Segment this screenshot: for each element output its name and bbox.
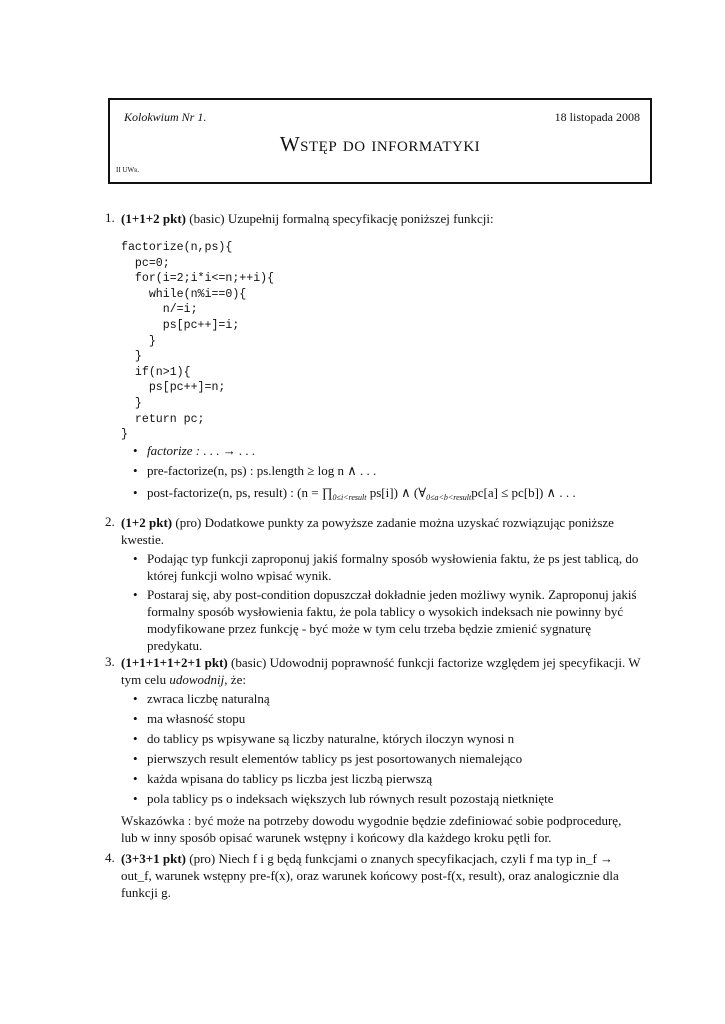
task-3-bullet-1: • zwraca liczbę naturalną xyxy=(133,691,270,706)
exam-date: 18 listopada 2008 xyxy=(554,110,640,124)
task-4-intro xyxy=(121,850,641,901)
header-box xyxy=(108,98,652,184)
task-1-points: (1+1+2 pkt) xyxy=(121,211,187,226)
task-2-bullet-1: • Podając typ funkcji zaproponuj jakiś formalny sposób wysłowienia faktu, że ps jest tablicą, do której funkcji wolno wpisać wynik. xyxy=(133,551,639,583)
exam-label: Kolokwium Nr 1. xyxy=(124,110,207,124)
task-1-bullet-3: • post-factorize(n, ps, result) : ($n = \prod_{0\le i<result}$ ps[i]) ∧ $(\forall_{0\le a<b<result}pc[a] \le pc[b])$ ∧ . . . xyxy=(133,485,576,502)
task-3-points: (1+1+1+1+2+1 pkt) xyxy=(121,655,228,670)
task-2-points: (1+2 pkt) xyxy=(121,515,173,530)
task-2-text: (pro) Dodatkowe punkty za powyższe zadanie można uzyskać rozwiązując poniższe kwestie. xyxy=(121,515,614,547)
task-3-bullet-3: • do tablicy ps wpisywane są liczby naturalne, których iloczyn wynosi n xyxy=(133,731,515,746)
task-1-bullet-1: • factorize : . . . → . . . xyxy=(133,443,256,458)
task-2-number: 2. xyxy=(105,514,115,529)
task-2-intro xyxy=(121,514,641,548)
task-3-number: 3. xyxy=(105,654,115,669)
task-3-bullet-5: • każda wpisana do tablicy ps liczba jest liczbą pierwszą xyxy=(133,771,433,786)
task-3-bullet-4: • pierwszych result elementów tablicy ps jest posortowanych niemalejąco xyxy=(133,751,523,766)
task-2-bullet-2: • Postaraj się, aby post-condition dopuszczał dokładnie jeden możliwy wynik. Zaproponuj jakiś formalny sposób wysłowienia faktu, że pola tablicy o wysokich indeksach nie powinny być modyfikowane przez funkcję - być może w tym celu trzeba będzie zmienić sygnaturę predykatu. xyxy=(133,587,637,653)
institution-label: II UWr. xyxy=(116,166,140,174)
task-4-text: (pro) Niech f i g będą funkcjami o znanych specyfikacjach, czyli f ma typ in_f → out_f, warunek wstępny pre-f(x), oraz warunek końcowy post-f(x, result), oraz analogicznie dla funkcji g. xyxy=(121,851,619,900)
page-title: Wstęp do informatyki xyxy=(279,132,481,156)
task-4-points: (3+3+1 pkt) xyxy=(121,851,187,866)
task-1-number: 1. xyxy=(105,210,115,225)
code-listing: factorize(n,ps){ pc=0; for(i=2;i*i<=n;++i){ while(n%i==0){ n/=i; ps[pc++]=i; } } if(n>1){ ps[pc++]=n; } return pc; } xyxy=(121,241,275,442)
task-1-intro xyxy=(121,210,641,227)
task-3-bullet-2: • ma własność stopu xyxy=(133,711,246,726)
task-3-hint: Wskazówka : być może na potrzeby dowodu wygodnie będzie zdefiniować sobie podprocedurę, lub w inny sposób opisać warunek wstępny i końcowy dla każdego kroku pętli for. xyxy=(121,813,622,845)
task-4-number: 4. xyxy=(105,850,115,865)
task-1-text: (basic) Uzupełnij formalną specyfikację poniższej funkcji: xyxy=(186,211,494,226)
task-3-bullet-6: • pola tablicy ps o indeksach większych lub równych result pozostają nietknięte xyxy=(133,791,554,806)
task-3-intro: (1+1+1+1+2+1 pkt) (basic) Udowodnij poprawność funkcji factorize względem jej specyfikacji. W tym celu udowodnij, że: xyxy=(121,655,641,687)
task-1-bullet-2: • pre-factorize(n, ps) : ps.length ≥ log n ∧ . . . xyxy=(133,463,377,478)
